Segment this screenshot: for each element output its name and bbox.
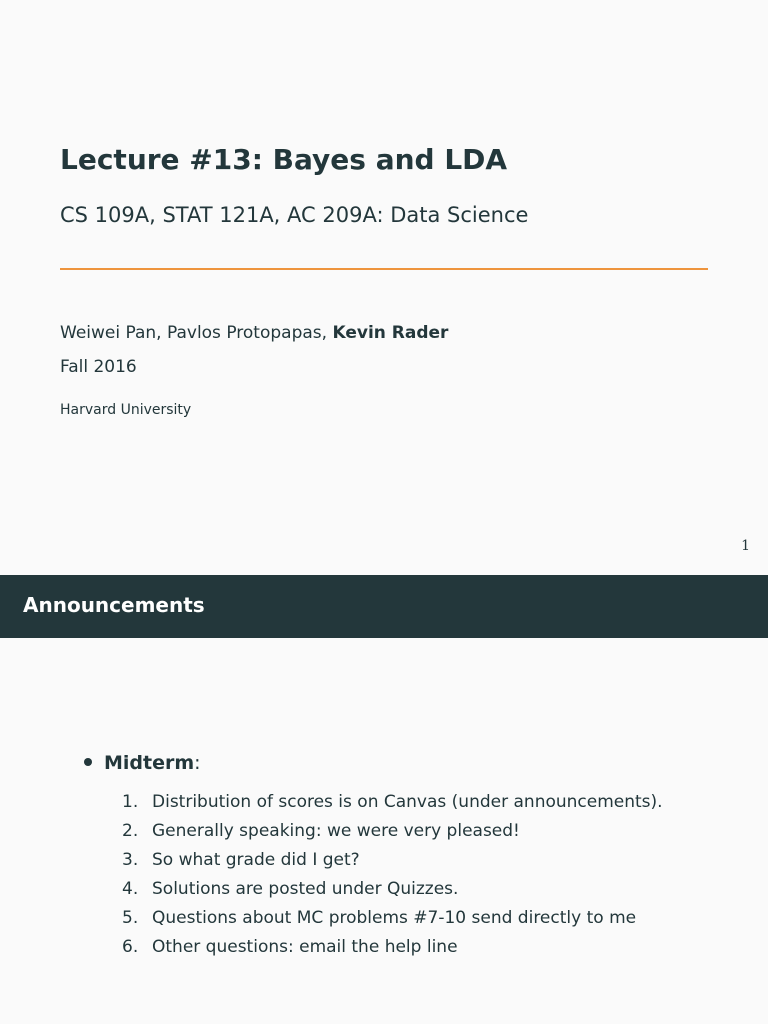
list-item-text: Questions about MC problems #7-10 send directly to me xyxy=(152,908,637,928)
list-item-text: Solutions are posted under Quizzes. xyxy=(152,879,459,899)
list-item-text: So what grade did I get? xyxy=(152,850,360,870)
announcements-slide xyxy=(0,575,768,1024)
list-item-number: 6. xyxy=(122,937,139,957)
bullet-dot-icon xyxy=(84,758,92,766)
list-item-number: 1. xyxy=(122,792,139,812)
list-item-text: Generally speaking: we were very pleased! xyxy=(152,821,520,841)
bullet-label: Midterm xyxy=(104,752,195,774)
page-number: 1 xyxy=(741,538,750,554)
list-item-number: 5. xyxy=(122,908,139,928)
list-item-text: Other questions: email the help line xyxy=(152,937,458,957)
institute-line: Harvard University xyxy=(60,402,192,418)
list-item-number: 4. xyxy=(122,879,139,899)
title-divider xyxy=(60,268,708,270)
midterm-enum-list xyxy=(122,788,663,962)
frame-title: Announcements xyxy=(23,593,205,617)
author-bold: Kevin Rader xyxy=(332,323,449,343)
course-subtitle: CS 109A, STAT 121A, AC 209A: Data Science xyxy=(60,203,529,227)
authors-regular: Weiwei Pan, Pavlos Protopapas, xyxy=(60,323,333,343)
list-item-text: Distribution of scores is on Canvas (under announcements). xyxy=(152,792,663,812)
authors-line xyxy=(60,323,448,343)
list-item xyxy=(122,817,663,846)
list-item xyxy=(122,933,663,962)
midterm-bullet xyxy=(84,752,201,774)
list-item xyxy=(122,846,663,875)
bullet-suffix: : xyxy=(194,752,201,774)
list-item-number: 3. xyxy=(122,850,139,870)
list-item xyxy=(122,788,663,817)
list-item xyxy=(122,904,663,933)
list-item xyxy=(122,875,663,904)
frame-header-bar xyxy=(0,575,768,638)
list-item-number: 2. xyxy=(122,821,139,841)
lecture-title: Lecture #13: Bayes and LDA xyxy=(60,143,508,176)
date-line: Fall 2016 xyxy=(60,357,137,377)
